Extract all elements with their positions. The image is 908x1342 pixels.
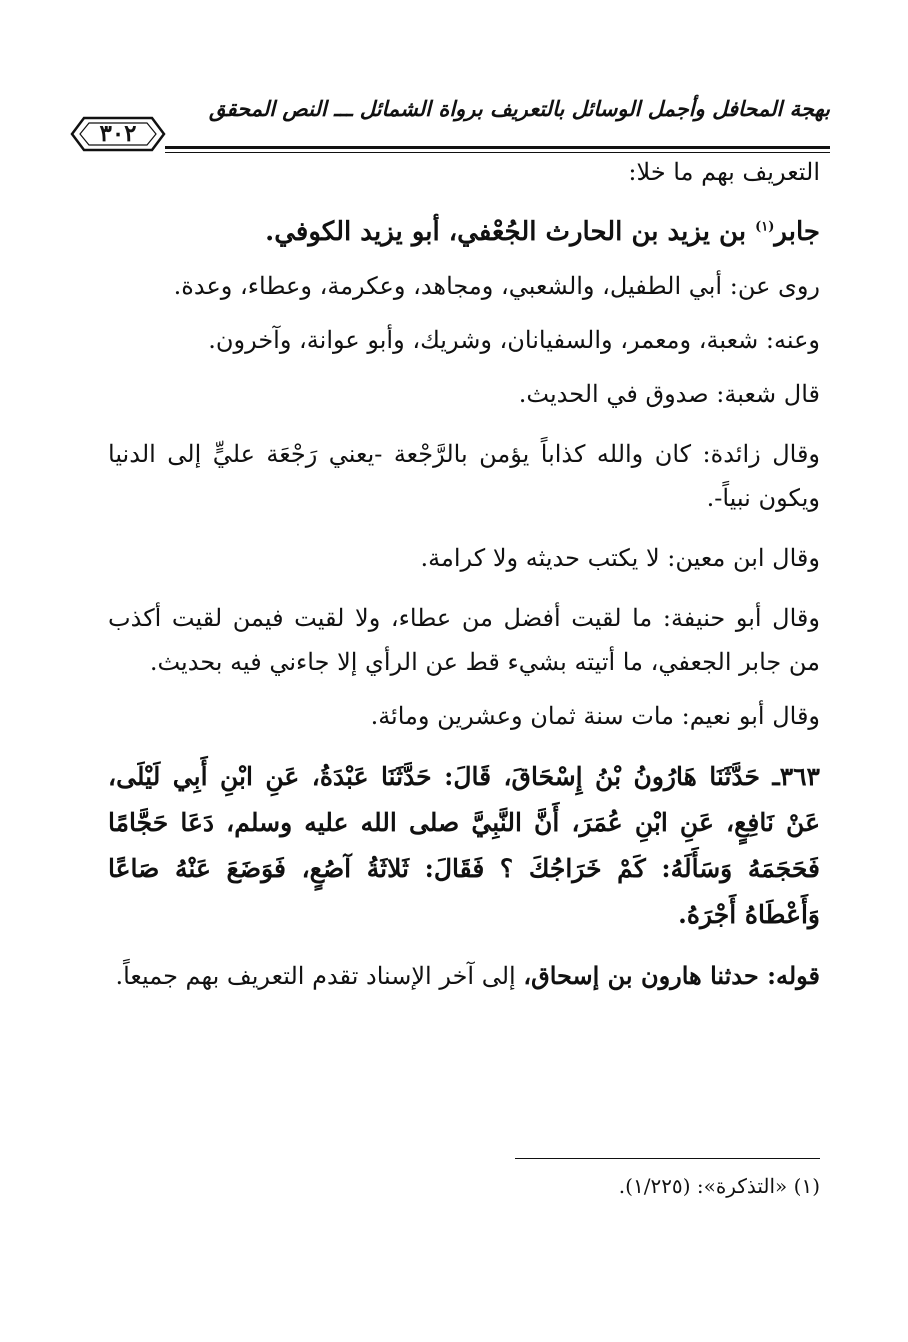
footnote: (١) «التذكرة»: (١/٢٢٥). — [618, 1174, 820, 1198]
narrator-name: جابر — [774, 217, 820, 247]
hadith-text: ٣٦٣ـ حَدَّثَنَا هَارُونُ بْنُ إِسْحَاقَ، قَالَ: حَدَّثَنَا عَبْدَةُ، عَنِ ابْنِ أَبِي لَيْلَى، عَنْ نَافِعٍ، عَنِ ابْنِ عُمَرَ، أَنَّ النَّبِيَّ صلى الله عليه وسلم، دَعَا حَجَّامًا فَحَجَمَهُ وَسَأَلَهُ: كَمْ خَرَاجُكَ ؟ فَقَالَ: ثَلاثَةُ آصُعٍ، فَوَضَعَ عَنْهُ صَاعًا وَأَعْطَاهُ أَجْرَهُ. — [108, 762, 820, 929]
paragraph-narrated-from: روى عن: أبي الطفيل، والشعبي، ومجاهد، وعكرمة، وعطاء، وعدة. — [173, 272, 820, 300]
paragraph-abu-nuaim: وقال أبو نعيم: مات سنة ثمان وعشرين ومائة. — [370, 702, 820, 730]
narrator-lineage: بن يزيد بن الحارث الجُعْفي، أبو يزيد الكوفي. — [265, 217, 756, 247]
commentary-rest: إلى آخر الإسناد تقدم التعريف بهم جميعاً. — [115, 962, 524, 990]
header-rule — [165, 146, 830, 149]
running-title: بهجة المحافل وأجمل الوسائل بالتعريف برواة الشمائل ـــ النص المحقق — [209, 96, 830, 121]
narrator-heading — [108, 210, 820, 254]
footnote-separator — [515, 1158, 820, 1159]
main-text — [108, 150, 820, 998]
paragraph-abu-hanifa: وقال أبو حنيفة: ما لقيت أفضل من عطاء، ولا لقيت فيمن لقيت أكذب من جابر الجعفي، ما أتيته بشيء قط عن الرأي إلا جاءني فيه بحديث. — [108, 604, 820, 676]
paragraph-zaida: وقال زائدة: كان والله كذاباً يؤمن بالرَّجْعة -يعني رَجْعَة عليٍّ إلى الدنيا ويكون نبياً-. — [108, 440, 820, 512]
paragraph-ibn-maeen: وقال ابن معين: لا يكتب حديثه ولا كرامة. — [420, 544, 820, 572]
running-header — [70, 92, 830, 158]
page-number: ٣٠٢ — [99, 120, 137, 147]
footnote-ref: (١) — [755, 219, 775, 235]
paragraph-shuba: قال شعبة: صدوق في الحديث. — [518, 380, 820, 408]
intro-line: التعريف بهم ما خلا: — [628, 158, 820, 186]
commentary-lead: قوله: حدثنا هارون بن إسحاق، — [523, 961, 820, 990]
paragraph-narrated-by: وعنه: شعبة، ومعمر، والسفيانان، وشريك، وأبو عوانة، وآخرون. — [208, 326, 820, 354]
commentary — [108, 954, 820, 998]
